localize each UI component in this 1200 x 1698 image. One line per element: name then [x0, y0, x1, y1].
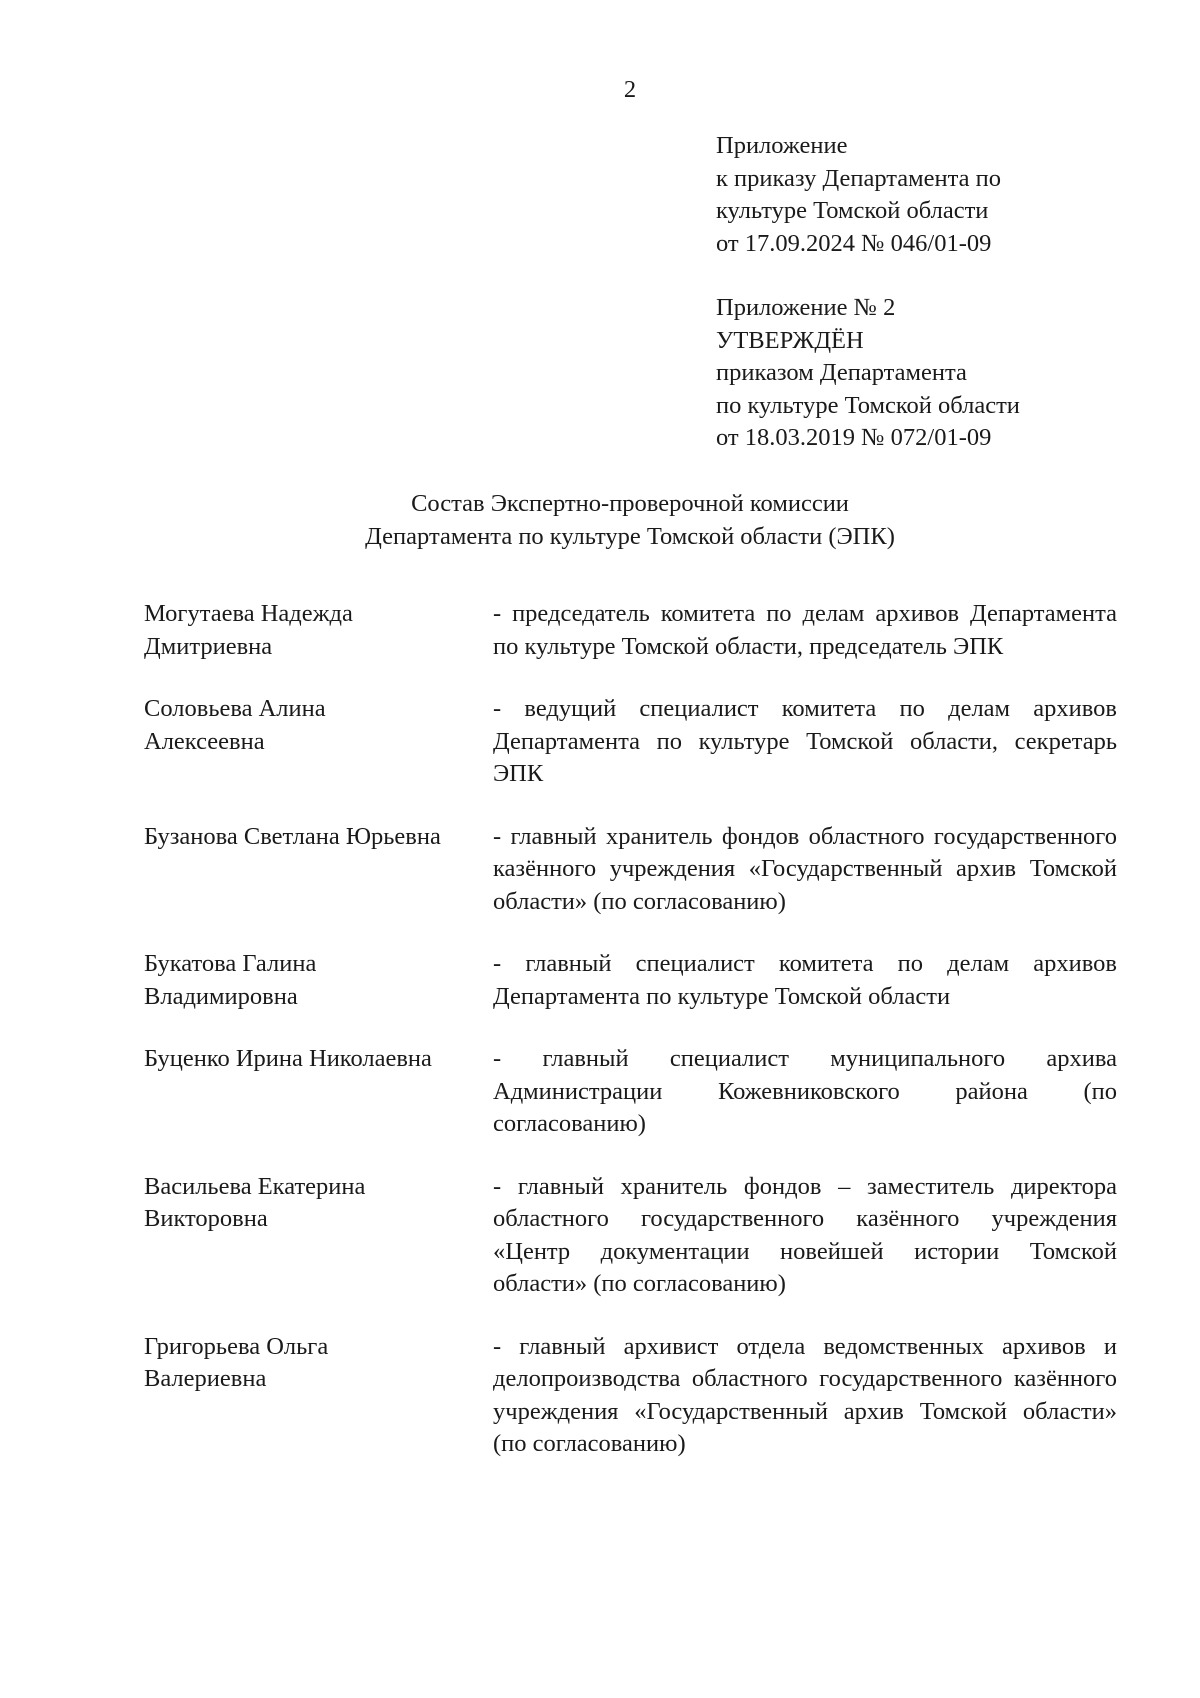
member-entry: [144, 598, 1117, 663]
approval-header: [716, 292, 1176, 455]
member-role: - главный архивист отдела ведомственных архивов и делопроизводства областного государственного казённого учреждения «Государственный архив Томской области» (по согласованию): [493, 1332, 1117, 1457]
member-entry: [144, 1043, 1117, 1141]
member-name: Буценко Ирина Николаевна: [144, 1045, 432, 1072]
appendix-header: [716, 130, 1176, 260]
approval-header-line: Приложение № 2: [716, 294, 896, 321]
member-name: Васильева Екатерина Викторовна: [144, 1172, 366, 1232]
commission-member-list: [144, 598, 1117, 1461]
member-entry: [144, 821, 1117, 919]
member-entry: [144, 948, 1117, 1013]
member-entry: [144, 1171, 1117, 1301]
appendix-header-line: от 17.09.2024 № 046/01-09: [716, 229, 992, 257]
member-role: - ведущий специалист комитета по делам архивов Департамента по культуре Томской области, секретарь ЭПК: [493, 695, 1117, 787]
approval-header-line: приказом Департамента: [716, 359, 967, 386]
document-title: [0, 488, 1200, 553]
member-name: Бузанова Светлана Юрьевна: [144, 822, 441, 850]
approval-header-line: УТВЕРЖДЁН: [716, 326, 864, 354]
member-name: Соловьева Алина Алексеевна: [144, 695, 326, 755]
member-role: - главный специалист комитета по делам архивов Департамента по культуре Томской области: [493, 950, 1117, 1010]
document-title-line: Состав Экспертно-проверочной комиссии: [411, 490, 849, 517]
document-title-line: Департамента по культуре Томской области (ЭПК): [365, 522, 895, 550]
page-number: 2: [623, 76, 637, 103]
member-name: Могутаева Надежда Дмитриевна: [144, 600, 353, 660]
member-name: Григорьева Ольга Валериевна: [144, 1332, 329, 1392]
member-entry: [144, 693, 1117, 791]
member-entry: [144, 1331, 1117, 1461]
approval-header-line: от 18.03.2019 № 072/01-09: [716, 424, 992, 451]
member-name: Букатова Галина Владимировна: [144, 950, 317, 1010]
member-role: - главный хранитель фондов областного государственного казённого учреждения «Государственный архив Томской области» (по согласованию): [493, 822, 1117, 915]
appendix-header-line: к приказу Департамента по: [716, 164, 1001, 192]
member-role: - главный специалист муниципального архива Администрации Кожевниковского района (по согласованию): [493, 1045, 1117, 1137]
approval-header-line: по культуре Томской области: [716, 391, 1020, 419]
member-role: - главный хранитель фондов – заместитель директора областного государственного казённого учреждения «Центр документации новейшей истории Томской области» (по согласованию): [493, 1172, 1117, 1297]
member-role: - председатель комитета по делам архивов Департамента по культуре Томской области, председатель ЭПК: [493, 600, 1117, 660]
appendix-header-line: культуре Томской области: [716, 197, 989, 224]
appendix-header-line: Приложение: [716, 132, 848, 159]
